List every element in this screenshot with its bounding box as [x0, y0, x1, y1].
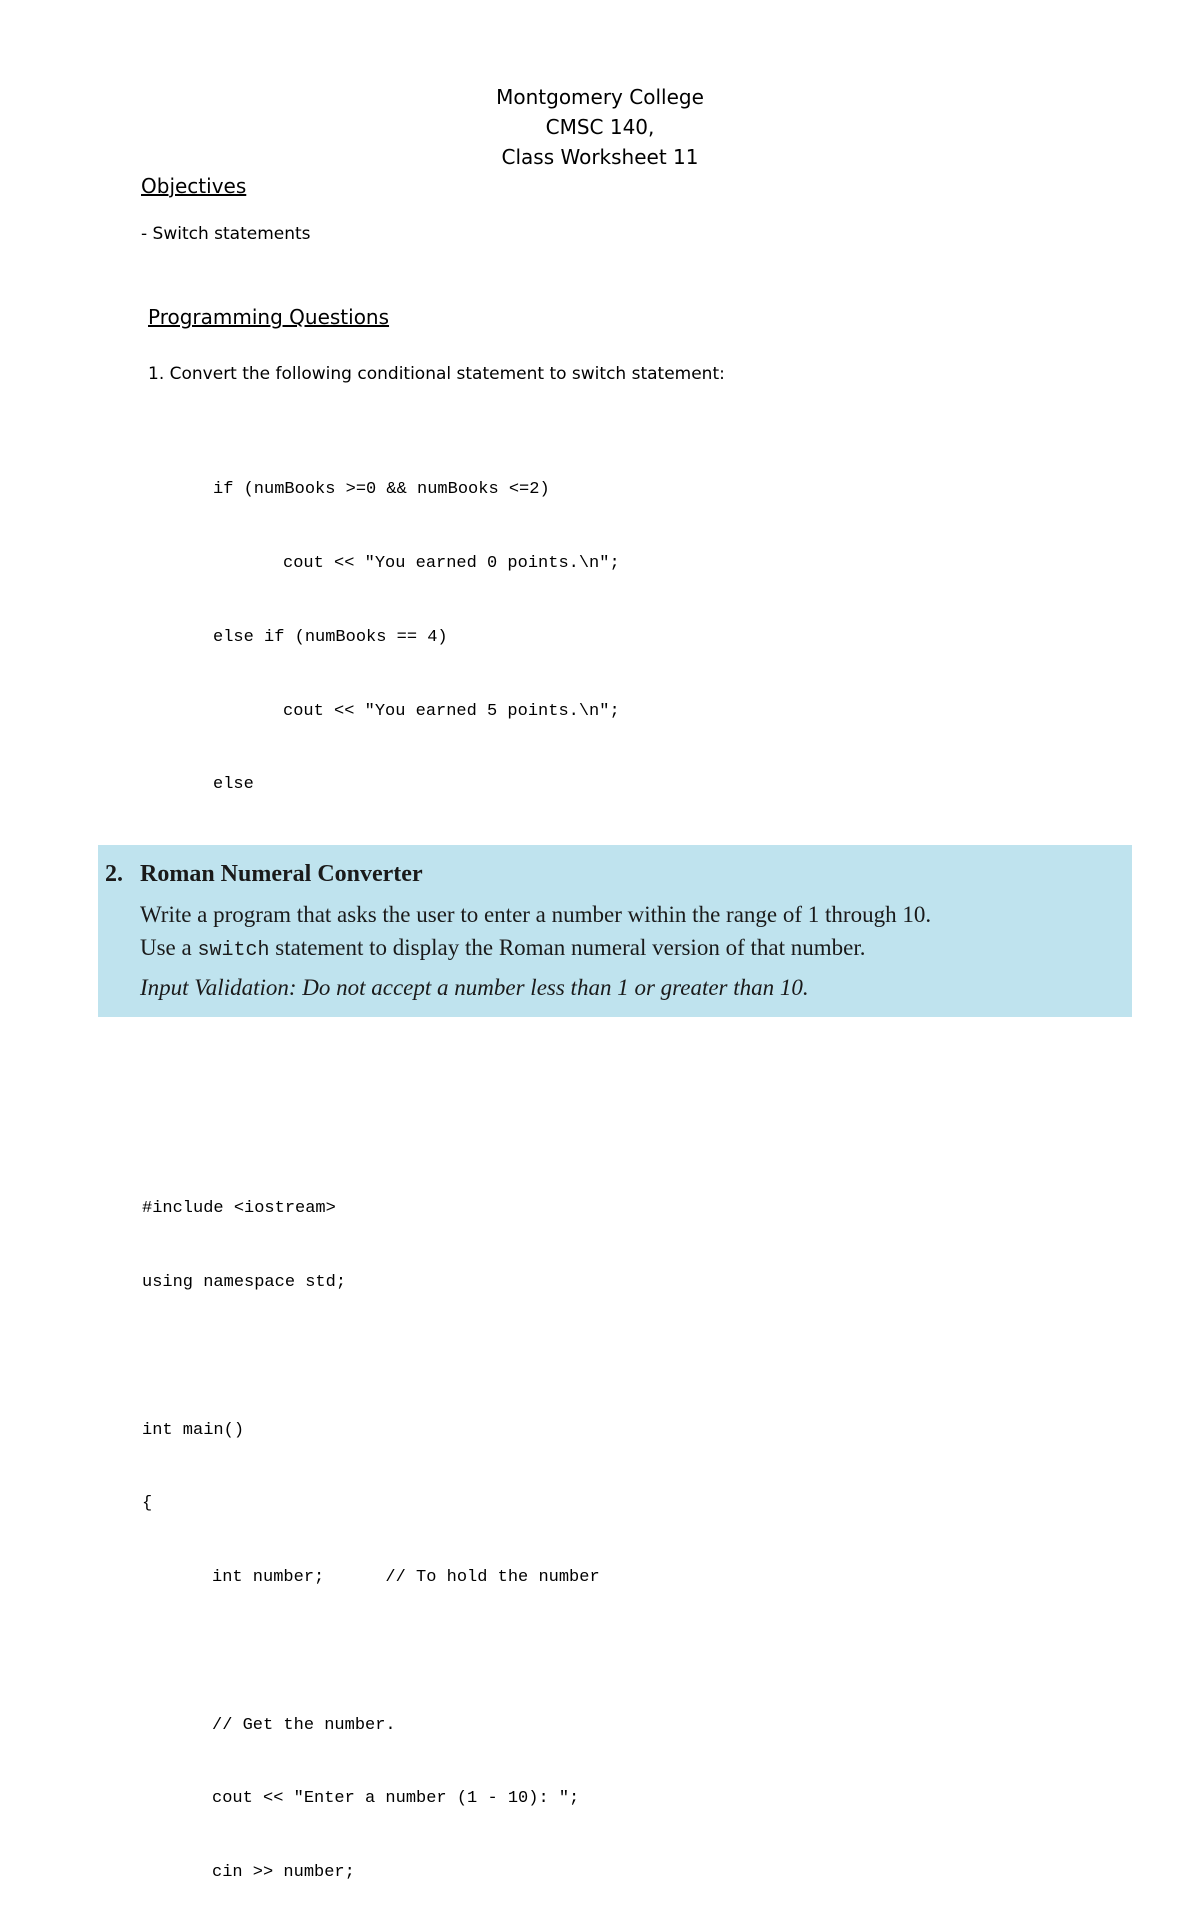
question-1-code-block: [213, 429, 762, 896]
code-line: int main(): [142, 1420, 245, 1440]
institution-name: Montgomery College: [496, 85, 704, 109]
code-line: // Get the number.: [212, 1715, 396, 1735]
question-1-prompt: 1. Convert the following conditional statement to switch statement:: [148, 364, 725, 384]
problem-title: [105, 861, 423, 888]
code-line: cin >> number;: [212, 1863, 355, 1883]
code-line: #include <iostream>: [142, 1199, 336, 1219]
code-line: if (numBooks >=0 && numBooks <=2): [213, 480, 550, 500]
question-2-code-block: [142, 1148, 600, 1910]
code-line: else if (numBooks == 4): [213, 627, 448, 647]
code-line: cout << "Enter a number (1 - 10): ";: [212, 1789, 580, 1809]
problem-description-line: [140, 935, 865, 962]
programming-questions-heading: Programming Questions: [148, 305, 390, 329]
document-header: [0, 82, 1200, 172]
problem-number: 2.: [105, 861, 123, 887]
problem-title-text: Roman Numeral Converter: [140, 861, 423, 887]
code-line: cout << "You earned 5 points.\n";: [283, 701, 620, 721]
code-line: cout << "You earned 0 points.\n";: [283, 553, 620, 573]
code-line: else: [213, 775, 254, 795]
code-line-blank: [142, 1640, 600, 1665]
worksheet-title: Class Worksheet 11: [501, 145, 699, 169]
inline-code-keyword: switch: [197, 939, 270, 962]
objectives-heading: Objectives: [141, 174, 247, 198]
input-validation-line: Input Validation: Do not accept a number less than 1 or greater than 10.: [140, 975, 809, 1000]
code-line: using namespace std;: [142, 1272, 347, 1292]
course-code: CMSC 140,: [545, 115, 655, 139]
code-line: {: [142, 1494, 153, 1514]
code-line: int number; // To hold the number: [212, 1568, 600, 1588]
objective-item: - Switch statements: [141, 224, 311, 244]
problem-text: Use a: [140, 935, 198, 960]
problem-text: statement to display the Roman numeral version of that number.: [269, 935, 866, 960]
code-line-blank: [142, 1345, 600, 1370]
roman-numeral-problem-box: [98, 845, 1132, 1017]
problem-description-line: Write a program that asks the user to enter a number within the range of 1 through 10.: [140, 902, 932, 927]
